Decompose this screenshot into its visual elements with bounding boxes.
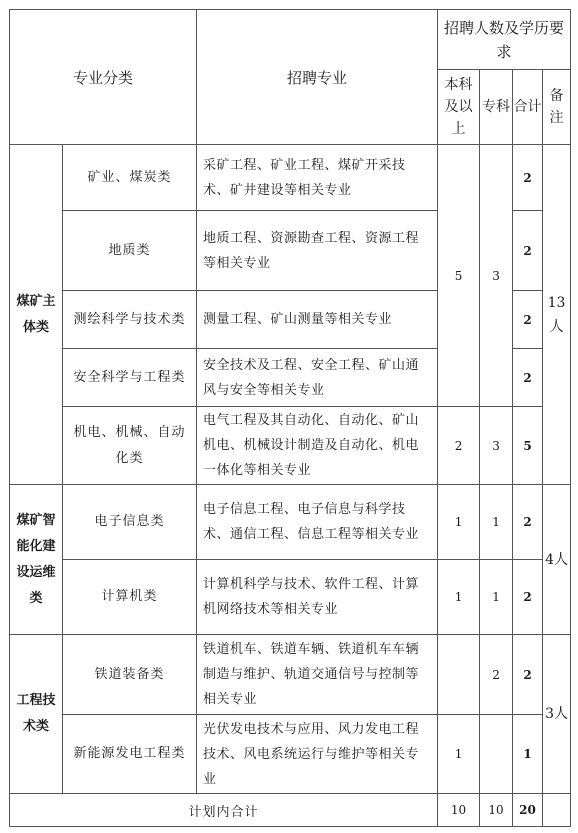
header-major: 招聘专业 bbox=[197, 10, 438, 145]
subcategory-cell: 测绘科学与技术类 bbox=[63, 291, 197, 349]
college-cell: 1 bbox=[480, 485, 513, 560]
header-total: 合计 bbox=[513, 70, 543, 145]
table-row bbox=[10, 635, 571, 715]
major-cell: 铁道机车、铁道车辆、铁道机车车辆制造与维护、轨道交通信号与控制等相关专业 bbox=[197, 635, 438, 715]
subcategory-cell: 机电、机械、自动化类 bbox=[63, 407, 197, 485]
major-cell: 安全技术及工程、安全工程、矿山通风与安全等相关专业 bbox=[197, 349, 438, 407]
table-row bbox=[10, 485, 571, 560]
bachelor-cell: 2 bbox=[438, 407, 480, 485]
total-cell: 2 bbox=[513, 291, 543, 349]
header-requirement: 招聘人数及学历要求 bbox=[438, 10, 571, 70]
total-cell: 2 bbox=[513, 635, 543, 715]
total-cell: 2 bbox=[513, 485, 543, 560]
summary-label: 计划内合计 bbox=[10, 794, 438, 827]
header-college: 专科 bbox=[480, 70, 513, 145]
category-cell: 煤矿主体类 bbox=[10, 145, 63, 485]
total-cell: 1 bbox=[513, 715, 543, 794]
total-cell: 2 bbox=[513, 211, 543, 291]
summary-total: 20 bbox=[513, 794, 543, 827]
category-cell: 工程技术类 bbox=[10, 635, 63, 794]
table-row bbox=[10, 560, 571, 635]
remark-cell: 4人 bbox=[543, 485, 571, 635]
college-cell bbox=[480, 715, 513, 794]
subcategory-cell: 电子信息类 bbox=[63, 485, 197, 560]
summary-remark-empty bbox=[543, 794, 571, 827]
summary-row bbox=[10, 794, 571, 827]
subcategory-cell: 地质类 bbox=[63, 211, 197, 291]
header-category: 专业分类 bbox=[10, 10, 197, 145]
college-cell: 1 bbox=[480, 560, 513, 635]
major-cell: 采矿工程、矿业工程、煤矿开采技术、矿井建设等相关专业 bbox=[197, 145, 438, 211]
total-cell: 2 bbox=[513, 145, 543, 211]
college-cell: 3 bbox=[480, 145, 513, 407]
major-cell: 光伏发电技术与应用、风力发电工程技术、风电系统运行与维护等相关专业 bbox=[197, 715, 438, 794]
bachelor-cell: 1 bbox=[438, 560, 480, 635]
total-cell: 2 bbox=[513, 349, 543, 407]
college-cell: 2 bbox=[480, 635, 513, 715]
summary-college: 10 bbox=[480, 794, 513, 827]
total-cell: 5 bbox=[513, 407, 543, 485]
total-cell: 2 bbox=[513, 560, 543, 635]
subcategory-cell: 铁道装备类 bbox=[63, 635, 197, 715]
category-cell: 煤矿智能化建设运维类 bbox=[10, 485, 63, 635]
subcategory-cell: 计算机类 bbox=[63, 560, 197, 635]
major-cell: 测量工程、矿山测量等相关专业 bbox=[197, 291, 438, 349]
major-cell: 电气工程及其自动化、自动化、矿山机电、机械设计制造及自动化、机电一体化等相关专业 bbox=[197, 407, 438, 485]
subcategory-cell: 新能源发电工程类 bbox=[63, 715, 197, 794]
table-row bbox=[10, 145, 571, 211]
bachelor-cell: 1 bbox=[438, 485, 480, 560]
major-cell: 电子信息工程、电子信息与科学技术、通信工程、信息工程等相关专业 bbox=[197, 485, 438, 560]
recruitment-table bbox=[9, 9, 571, 827]
major-cell: 计算机科学与技术、软件工程、计算机网络技术等相关专业 bbox=[197, 560, 438, 635]
table-row bbox=[10, 715, 571, 794]
bachelor-cell bbox=[438, 635, 480, 715]
major-cell: 地质工程、资源勘查工程、资源工程等相关专业 bbox=[197, 211, 438, 291]
summary-bachelor: 10 bbox=[438, 794, 480, 827]
subcategory-cell: 矿业、煤炭类 bbox=[63, 145, 197, 211]
header-bachelor: 本科及以上 bbox=[438, 70, 480, 145]
bachelor-cell: 1 bbox=[438, 715, 480, 794]
subcategory-cell: 安全科学与工程类 bbox=[63, 349, 197, 407]
college-cell: 3 bbox=[480, 407, 513, 485]
header-remark: 备注 bbox=[543, 70, 571, 145]
table-row bbox=[10, 407, 571, 485]
remark-cell: 13人 bbox=[543, 145, 571, 485]
bachelor-cell: 5 bbox=[438, 145, 480, 407]
remark-cell: 3人 bbox=[543, 635, 571, 794]
